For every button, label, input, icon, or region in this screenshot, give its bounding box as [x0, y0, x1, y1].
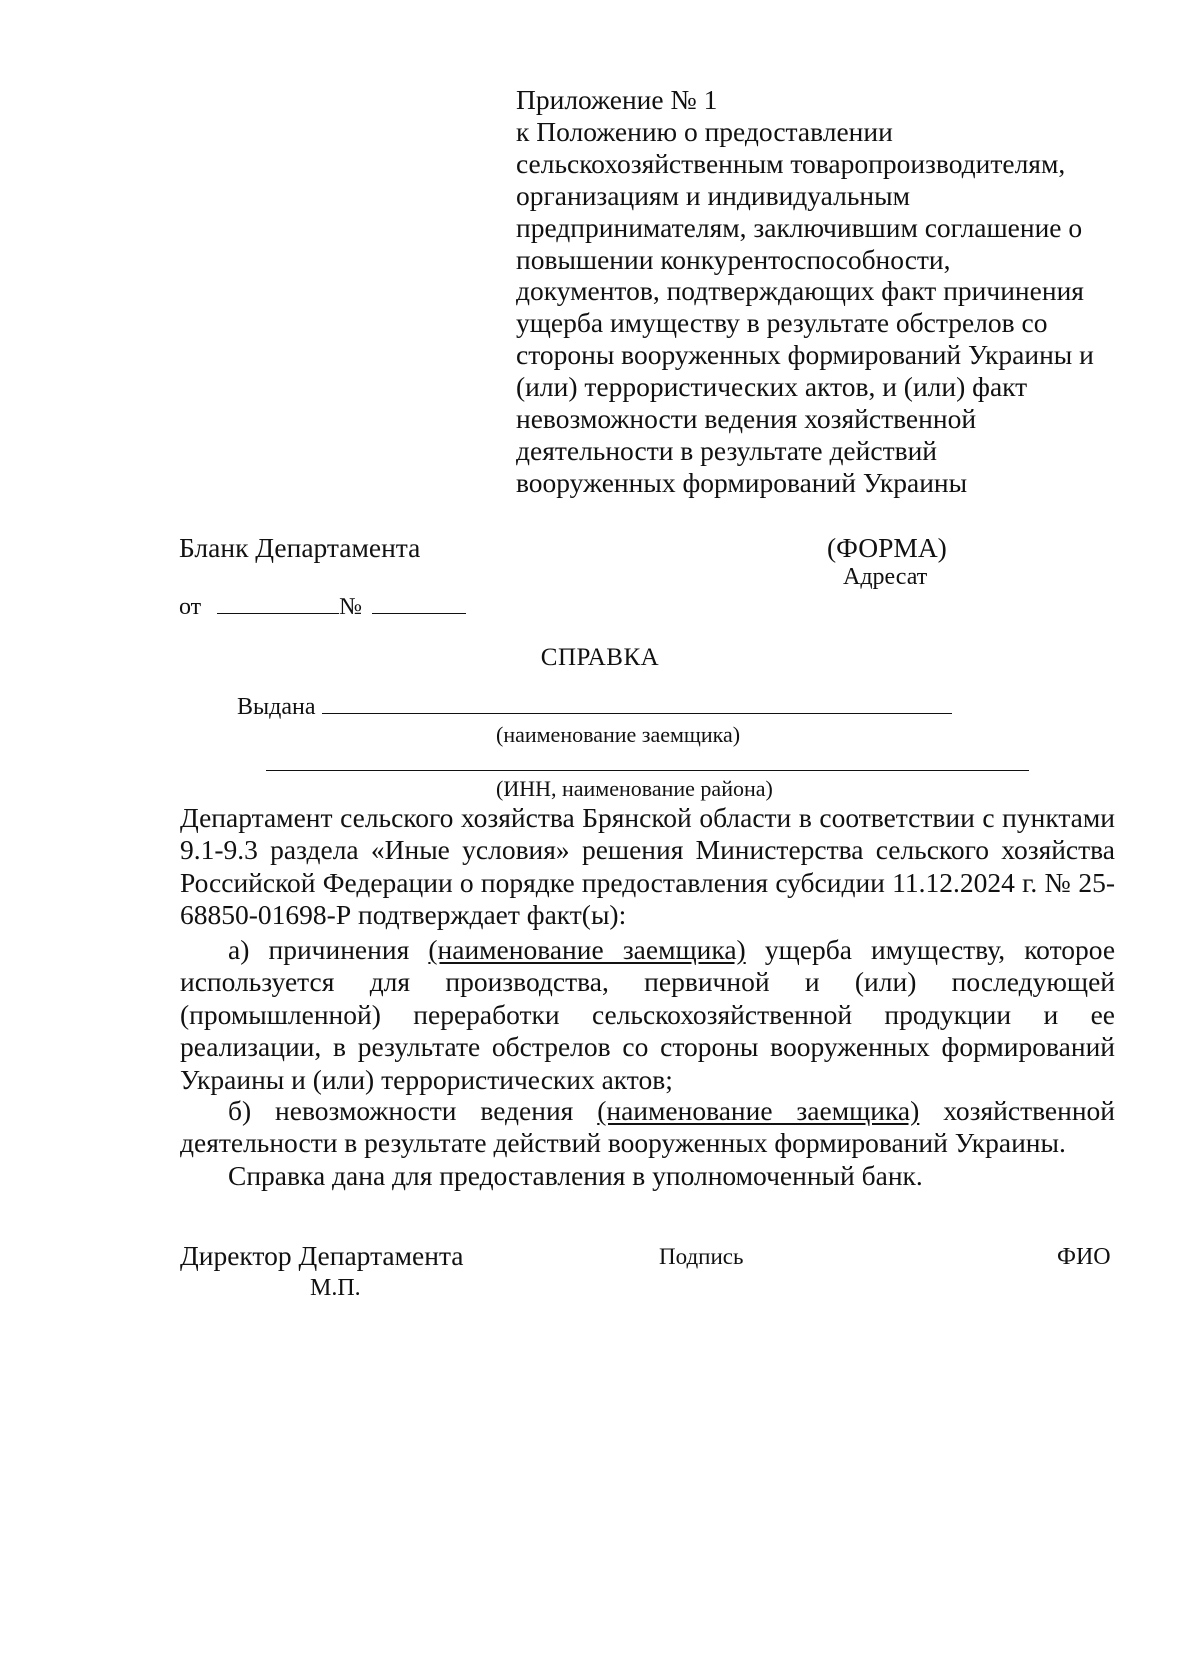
borrower-caption: (наименование заемщика)	[496, 722, 741, 747]
point-b-paragraph	[180, 1095, 1115, 1160]
appendix-line: невозможности ведения хозяйственной	[516, 403, 977, 435]
appendix-block	[516, 84, 1116, 499]
appendix-line: (или) террористических актов, и (или) факт	[516, 371, 1028, 403]
point-a-paragraph	[180, 934, 1115, 1096]
from-label: от	[179, 594, 202, 620]
signature-label: Подпись	[659, 1244, 744, 1269]
point-a-prefix: а) причинения	[228, 934, 410, 965]
addressee-label: Адресат	[843, 564, 928, 590]
inn-blank	[266, 770, 1029, 771]
blank-label: Бланк Департамента	[179, 532, 421, 563]
appendix-line: ущерба имуществу в результате обстрелов со	[516, 307, 1048, 339]
document-title: СПРАВКА	[540, 644, 660, 671]
inn-caption: (ИНН, наименование района)	[496, 776, 773, 801]
issued-label: Выдана	[237, 694, 316, 720]
stamp-label: М.П.	[310, 1275, 361, 1301]
point-b-borrower: (наименование заемщика)	[597, 1095, 920, 1126]
point-a-text: ущерба имуществу, которое используется для производства, первичной и (или) последующей (промышленной) переработки сельскохозяйственной продукции и ее реализации, в результате обстрелов со стороны вооруженных формирований Украины и (или) террористических актов;	[180, 934, 1116, 1095]
issued-line	[237, 694, 952, 721]
appendix-line: Приложение № 1	[516, 84, 718, 115]
appendix-line: организациям и индивидуальным	[516, 179, 910, 211]
appendix-line: к Положению о предоставлении	[516, 115, 893, 147]
appendix-line: сельскохозяйственным товаропроизводителям,	[516, 147, 1066, 179]
point-a-borrower: (наименование заемщика)	[428, 934, 746, 965]
number-blank	[372, 612, 466, 614]
date-number-line	[179, 594, 466, 621]
appendix-line: вооруженных формирований Украины	[516, 466, 968, 498]
fio-label: ФИО	[1057, 1244, 1111, 1270]
appendix-line: предпринимателям, заключившим соглашение о	[516, 211, 1083, 243]
appendix-line: документов, подтверждающих факт причинения	[516, 275, 1084, 307]
point-b-prefix: б) невозможности ведения	[228, 1095, 574, 1126]
borrower-blank	[322, 712, 952, 714]
form-label: (ФОРМА)	[827, 532, 947, 563]
director-label: Директор Департамента	[180, 1240, 464, 1271]
closing-paragraph: Справка дана для предоставления в уполномоченный банк.	[228, 1160, 923, 1191]
appendix-line: стороны вооруженных формирований Украины и	[516, 339, 1094, 371]
appendix-line: повышении конкурентоспособности,	[516, 243, 951, 275]
number-label: №	[339, 594, 363, 620]
appendix-line: деятельности в результате действий	[516, 434, 937, 466]
intro-paragraph: Департамент сельского хозяйства Брянской области в соответствии с пунктами 9.1-9.3 раздела «Иные условия» решения Министерства сельского хозяйства Российской Федерации о порядке предоставления субсидии 11.12.2024 г. № 25-68850-01698-Р подтверждает факт(ы):	[180, 802, 1115, 931]
date-blank	[217, 612, 339, 614]
point-b-text: хозяйственной деятельности в результате действий вооруженных формирований Украины.	[180, 1095, 1116, 1159]
